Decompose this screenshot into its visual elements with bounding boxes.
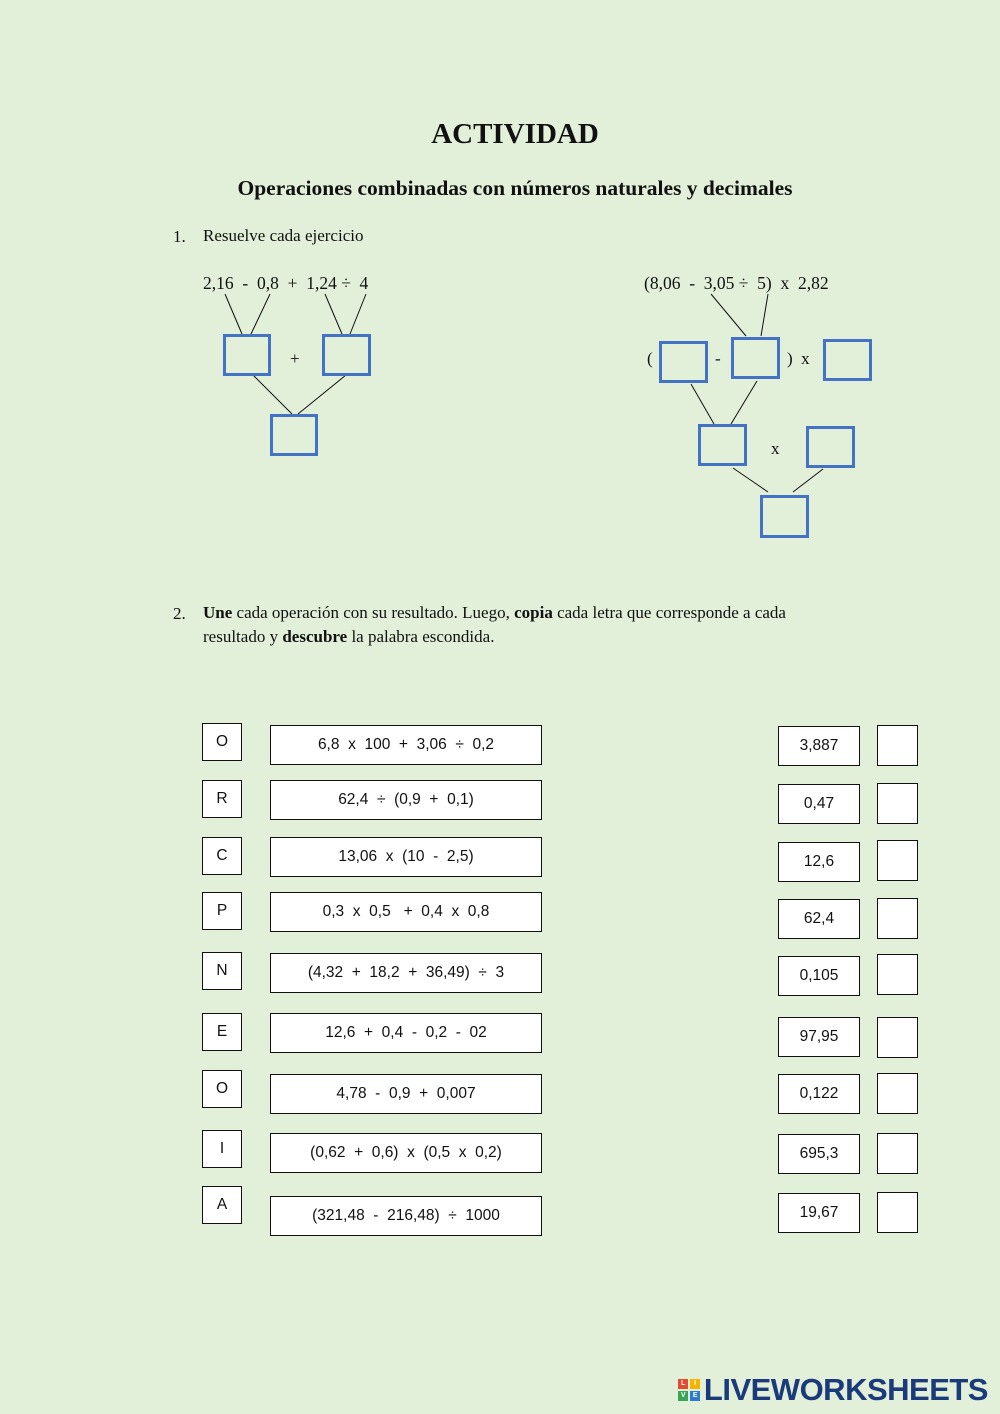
question-1-text: Resuelve cada ejercicio [203,226,364,245]
result-box[interactable]: 97,95 [778,1017,860,1057]
minus-sign: - [715,349,721,368]
liveworksheets-logo-icon [678,1379,700,1401]
answer-letter-input[interactable] [877,1073,918,1114]
expression-right: (8,06 - 3,05 ÷ 5) x 2,82 [644,273,829,293]
answer-box-left-2[interactable] [322,334,371,376]
operation-box[interactable]: 6,8 x 100 + 3,06 ÷ 0,2 [270,725,542,765]
letter-box: O [202,723,242,761]
question-1-number: 1. [173,227,186,246]
operation-box[interactable]: 12,6 + 0,4 - 0,2 - 02 [270,1013,542,1053]
answer-box-left-result[interactable] [270,414,318,456]
answer-box-right-1[interactable] [659,341,708,383]
instruction-part: cada letra que corresponde a cada [552,603,786,622]
letter-box: A [202,1186,242,1224]
keyword-descubre: descubre [282,627,348,646]
answer-letter-input[interactable] [877,1192,918,1233]
letter-box: C [202,837,242,875]
result-box[interactable]: 12,6 [778,842,860,882]
logo-text: LIVEWORKSHEETS [703,1372,988,1407]
logo-mark-tile: E [690,1391,700,1401]
letter-box: I [202,1130,242,1168]
answer-letter-input[interactable] [877,954,918,995]
liveworksheets-logo [678,1372,988,1408]
answer-letter-input[interactable] [877,1017,918,1058]
keyword-une: Une [203,603,233,622]
operation-box[interactable]: 4,78 - 0,9 + 0,007 [270,1074,542,1114]
plus-sign: + [290,349,300,368]
answer-letter-input[interactable] [877,725,918,766]
page-subtitle: Operaciones combinadas con números naturales y decimales [237,176,793,200]
operation-box[interactable]: (4,32 + 18,2 + 36,49) ÷ 3 [270,953,542,993]
result-box[interactable]: 695,3 [778,1134,860,1174]
tree-connector-lines [0,0,1000,560]
answer-box-right-4[interactable] [698,424,747,466]
result-box[interactable]: 19,67 [778,1193,860,1233]
answer-letter-input[interactable] [877,840,918,881]
letter-box: P [202,892,242,930]
letter-box: N [202,952,242,990]
answer-letter-input[interactable] [877,1133,918,1174]
keyword-copia: copia [514,603,553,622]
answer-letter-input[interactable] [877,783,918,824]
operation-box[interactable]: 13,06 x (10 - 2,5) [270,837,542,877]
answer-box-right-3[interactable] [823,339,872,381]
logo-mark-tile: I [690,1379,700,1389]
result-box[interactable]: 0,47 [778,784,860,824]
logo-mark-tile: V [678,1391,688,1401]
operation-box[interactable]: 62,4 ÷ (0,9 + 0,1) [270,780,542,820]
answer-box-right-5[interactable] [806,426,855,468]
result-box[interactable]: 3,887 [778,726,860,766]
close-paren-times: ) x [787,349,810,368]
result-box[interactable]: 0,122 [778,1074,860,1114]
instruction-part: la palabra escondida. [347,627,495,646]
answer-letter-input[interactable] [877,898,918,939]
operation-box[interactable]: (321,48 - 216,48) ÷ 1000 [270,1196,542,1236]
instruction-part: resultado y [203,627,283,646]
answer-box-right-result[interactable] [760,495,809,538]
logo-mark-tile: L [678,1379,688,1389]
times-sign: x [771,439,780,458]
operation-box[interactable]: (0,62 + 0,6) x (0,5 x 0,2) [270,1133,542,1173]
operation-box[interactable]: 0,3 x 0,5 + 0,4 x 0,8 [270,892,542,932]
expression-left: 2,16 - 0,8 + 1,24 ÷ 4 [203,273,369,293]
open-paren: ( [647,349,653,368]
result-box[interactable]: 62,4 [778,899,860,939]
letter-box: E [202,1013,242,1051]
question-2-text [203,601,893,649]
answer-box-left-1[interactable] [223,334,271,376]
answer-box-right-2[interactable] [731,337,780,379]
page-title: ACTIVIDAD [431,118,599,150]
instruction-part: cada operación con su resultado. Luego, [232,603,515,622]
letter-box: R [202,780,242,818]
question-2-number: 2. [173,604,186,623]
letter-box: O [202,1070,242,1108]
result-box[interactable]: 0,105 [778,956,860,996]
